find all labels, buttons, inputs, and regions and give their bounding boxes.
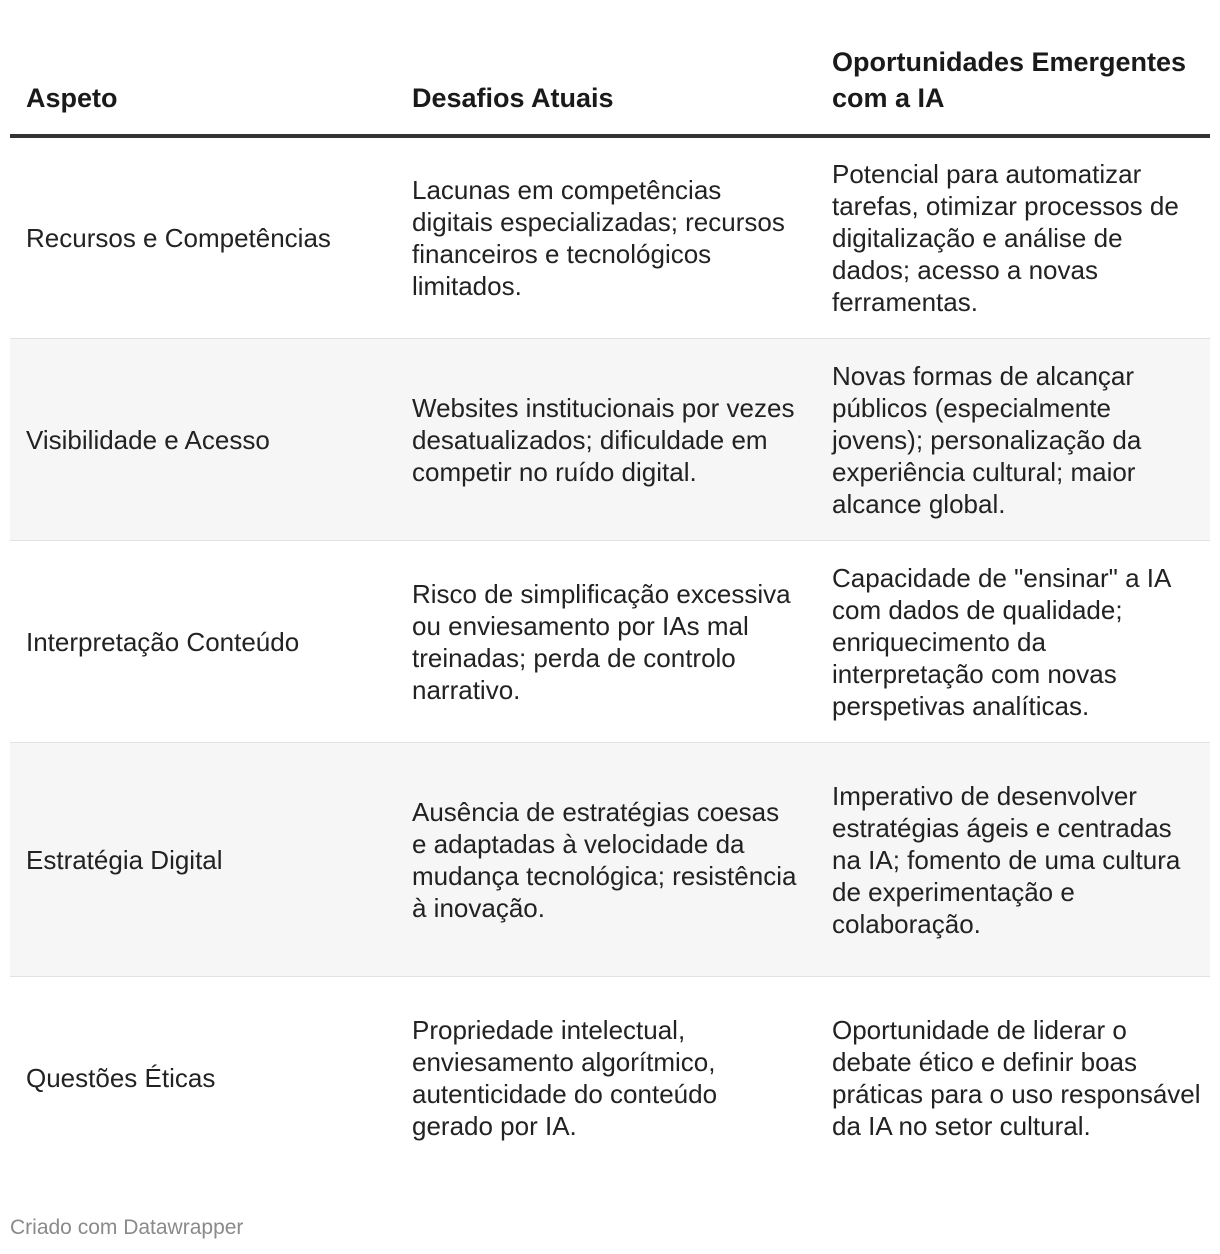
cell-aspeto: Estratégia Digital bbox=[10, 743, 396, 977]
datawrapper-credit[interactable]: Criado com Datawrapper bbox=[10, 1216, 244, 1239]
cell-oportunidades: Capacidade de "ensinar" a IA com dados de qualidade; enriquecimento da interpretação com novas perspetivas analíticas. bbox=[816, 541, 1210, 743]
table-row bbox=[10, 339, 1210, 541]
table-row bbox=[10, 136, 1210, 339]
table-row bbox=[10, 977, 1210, 1179]
comparison-table-container bbox=[10, 0, 1210, 1179]
table-header bbox=[10, 0, 1210, 136]
cell-aspeto: Questões Éticas bbox=[26, 1062, 216, 1093]
header-aspeto[interactable]: Aspeto bbox=[10, 0, 396, 136]
comparison-table bbox=[10, 0, 1210, 1179]
table-row bbox=[10, 541, 1210, 743]
cell-aspeto: Visibilidade e Acesso bbox=[10, 339, 396, 541]
cell-oportunidades: Novas formas de alcançar públicos (especialmente jovens); personalização da experiência cultural; maior alcance global. bbox=[816, 339, 1210, 541]
cell-desafios: Risco de simplificação excessiva ou enviesamento por IAs mal treinadas; perda de controlo narrativo. bbox=[396, 541, 816, 743]
header-oportunidades[interactable]: Oportunidades Emergentes com a IA bbox=[816, 0, 1210, 136]
table-body bbox=[10, 136, 1210, 1179]
cell-oportunidades: Oportunidade de liderar o debate ético e definir boas práticas para o uso responsável da IA no setor cultural. bbox=[832, 1014, 1201, 1141]
header-row bbox=[10, 0, 1210, 136]
cell-desafios: Propriedade intelectual, enviesamento algorítmico, autenticidade do conteúdo gerado por IA. bbox=[412, 1014, 718, 1141]
header-desafios[interactable]: Desafios Atuais bbox=[396, 0, 816, 136]
cell-oportunidades: Potencial para automatizar tarefas, otimizar processos de digitalização e análise de dados; acesso a novas ferramentas. bbox=[816, 136, 1210, 339]
cell-desafios: Ausência de estratégias coesas e adaptadas à velocidade da mudança tecnológica; resistência à inovação. bbox=[396, 743, 816, 977]
table-row bbox=[10, 743, 1210, 977]
cell-aspeto: Recursos e Competências bbox=[10, 136, 396, 339]
cell-aspeto: Interpretação Conteúdo bbox=[10, 541, 396, 743]
cell-desafios: Lacunas em competências digitais especializadas; recursos financeiros e tecnológicos limitados. bbox=[396, 136, 816, 339]
cell-oportunidades: Imperativo de desenvolver estratégias ágeis e centradas na IA; fomento de uma cultura de experimentação e colaboração. bbox=[816, 743, 1210, 977]
cell-desafios: Websites institucionais por vezes desatualizados; dificuldade em competir no ruído digital. bbox=[396, 339, 816, 541]
